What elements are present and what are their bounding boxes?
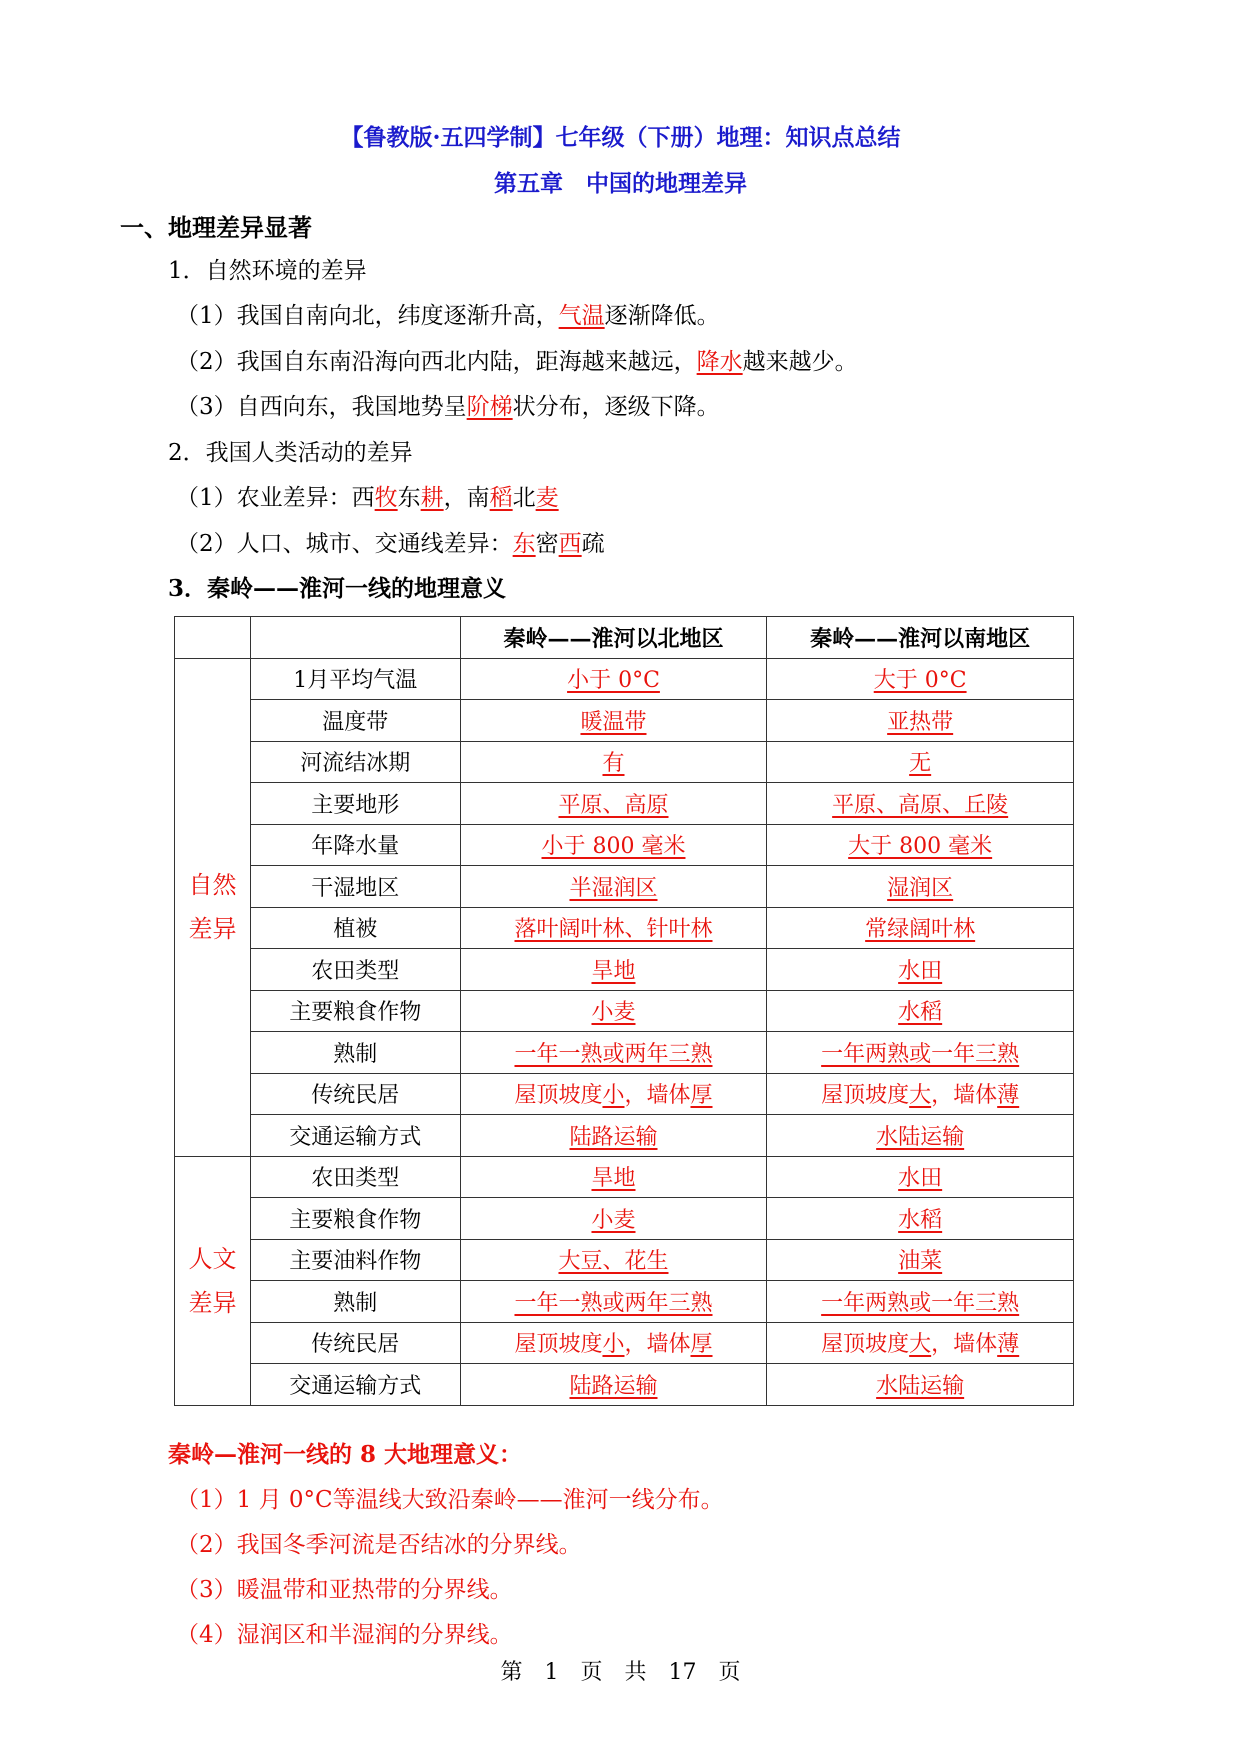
cell-item: 农田类型	[250, 1156, 460, 1198]
subheading-3: 3．秦岭——淮河一线的地理意义	[168, 575, 507, 602]
cell-item: 主要粮食作物	[250, 1198, 460, 1240]
cell-north: 平原、高原	[460, 783, 767, 825]
subheading-2: 2．我国人类活动的差异	[168, 440, 413, 466]
table-header-row	[175, 617, 1074, 659]
cell-north: 落叶阔叶林、针叶林	[460, 907, 767, 949]
paragraph-3: （3）自西向东，我国地势呈阶梯状分布，逐级下降。	[176, 394, 720, 420]
cell-north: 一年一熟或两年三熟	[460, 1032, 767, 1074]
cell-item: 干湿地区	[250, 866, 460, 908]
table-row	[175, 824, 1074, 866]
category-human: 人文 差异	[175, 1156, 251, 1405]
cell-item: 主要地形	[250, 783, 460, 825]
table-row	[175, 783, 1074, 825]
table-row	[175, 1073, 1074, 1115]
cell-north: 屋顶坡度小，墙体厚	[460, 1322, 767, 1364]
category-natural: 自然 差异	[175, 658, 251, 1156]
cell-south: 一年两熟或一年三熟	[767, 1032, 1074, 1074]
section-heading: 一、地理差异显著	[120, 213, 312, 242]
cell-south: 大于 800 毫米	[767, 824, 1074, 866]
cell-south: 水稻	[767, 1198, 1074, 1240]
cell-north: 一年一熟或两年三熟	[460, 1281, 767, 1323]
header-south: 秦岭——淮河以南地区	[767, 617, 1074, 659]
cell-item: 河流结冰期	[250, 741, 460, 783]
table-row	[175, 1198, 1074, 1240]
table-row	[175, 1115, 1074, 1157]
cell-north: 屋顶坡度小，墙体厚	[460, 1073, 767, 1115]
table-row	[175, 1032, 1074, 1074]
significance-item-4: （4）湿润区和半湿润的分界线。	[176, 1622, 513, 1648]
cell-item: 农田类型	[250, 949, 460, 991]
cell-south: 亚热带	[767, 700, 1074, 742]
cell-item: 交通运输方式	[250, 1115, 460, 1157]
table-row	[175, 1156, 1074, 1198]
cell-north: 小麦	[460, 990, 767, 1032]
cell-south: 屋顶坡度大，墙体薄	[767, 1073, 1074, 1115]
cell-south: 屋顶坡度大，墙体薄	[767, 1322, 1074, 1364]
document-title: 【鲁教版·五四学制】七年级（下册）地理：知识点总结	[340, 124, 901, 151]
cell-south: 水田	[767, 949, 1074, 991]
chapter-title: 第五章 中国的地理差异	[494, 170, 747, 197]
cell-south: 水田	[767, 1156, 1074, 1198]
cell-south: 湿润区	[767, 866, 1074, 908]
paragraph-5: （2）人口、城市、交通线差异：东密西疏	[176, 531, 605, 557]
cell-item: 传统民居	[250, 1322, 460, 1364]
cell-north: 陆路运输	[460, 1364, 767, 1406]
cell-item: 传统民居	[250, 1073, 460, 1115]
cell-north: 小麦	[460, 1198, 767, 1240]
cell-south: 水陆运输	[767, 1115, 1074, 1157]
page-footer: 第 1 页 共 17 页	[500, 1660, 741, 1685]
cell-south: 油菜	[767, 1239, 1074, 1281]
table-row	[175, 658, 1074, 700]
significance-title: 秦岭—淮河一线的 8 大地理意义：	[168, 1441, 523, 1468]
cell-north: 大豆、花生	[460, 1239, 767, 1281]
table-row	[175, 990, 1074, 1032]
cell-north: 旱地	[460, 1156, 767, 1198]
cell-south: 一年两熟或一年三熟	[767, 1281, 1074, 1323]
cell-south: 水稻	[767, 990, 1074, 1032]
significance-item-1: （1）1 月 0°C等温线大致沿秦岭——淮河一线分布。	[176, 1487, 724, 1513]
cell-south: 无	[767, 741, 1074, 783]
cell-north: 暖温带	[460, 700, 767, 742]
paragraph-4: （1）农业差异：西牧东耕，南稻北麦	[176, 485, 559, 511]
table-row	[175, 866, 1074, 908]
cell-item: 1月平均气温	[250, 658, 460, 700]
cell-north: 小于 800 毫米	[460, 824, 767, 866]
cell-south: 大于 0°C	[767, 658, 1074, 700]
table-row	[175, 1239, 1074, 1281]
cell-item: 熟制	[250, 1281, 460, 1323]
significance-item-2: （2）我国冬季河流是否结冰的分界线。	[176, 1532, 582, 1558]
cell-item: 主要粮食作物	[250, 990, 460, 1032]
cell-south: 常绿阔叶林	[767, 907, 1074, 949]
table-row	[175, 1322, 1074, 1364]
paragraph-2: （2）我国自东南沿海向西北内陆，距海越来越远，降水越来越少。	[176, 349, 858, 375]
table-row	[175, 1281, 1074, 1323]
table-row	[175, 700, 1074, 742]
table-row	[175, 907, 1074, 949]
cell-item: 熟制	[250, 1032, 460, 1074]
cell-item: 主要油料作物	[250, 1239, 460, 1281]
cell-north: 旱地	[460, 949, 767, 991]
table-row	[175, 741, 1074, 783]
cell-item: 年降水量	[250, 824, 460, 866]
cell-item: 温度带	[250, 700, 460, 742]
significance-item-3: （3）暖温带和亚热带的分界线。	[176, 1577, 513, 1603]
cell-north: 半湿润区	[460, 866, 767, 908]
cell-north: 有	[460, 741, 767, 783]
comparison-table	[174, 616, 1074, 1406]
subheading-1: 1．自然环境的差异	[168, 258, 367, 284]
cell-south: 水陆运输	[767, 1364, 1074, 1406]
cell-item: 交通运输方式	[250, 1364, 460, 1406]
cell-north: 陆路运输	[460, 1115, 767, 1157]
header-north: 秦岭——淮河以北地区	[460, 617, 767, 659]
cell-north: 小于 0°C	[460, 658, 767, 700]
table-row	[175, 1364, 1074, 1406]
cell-south: 平原、高原、丘陵	[767, 783, 1074, 825]
table-row	[175, 949, 1074, 991]
paragraph-1: （1）我国自南向北，纬度逐渐升高，气温逐渐降低。	[176, 303, 720, 329]
cell-item: 植被	[250, 907, 460, 949]
